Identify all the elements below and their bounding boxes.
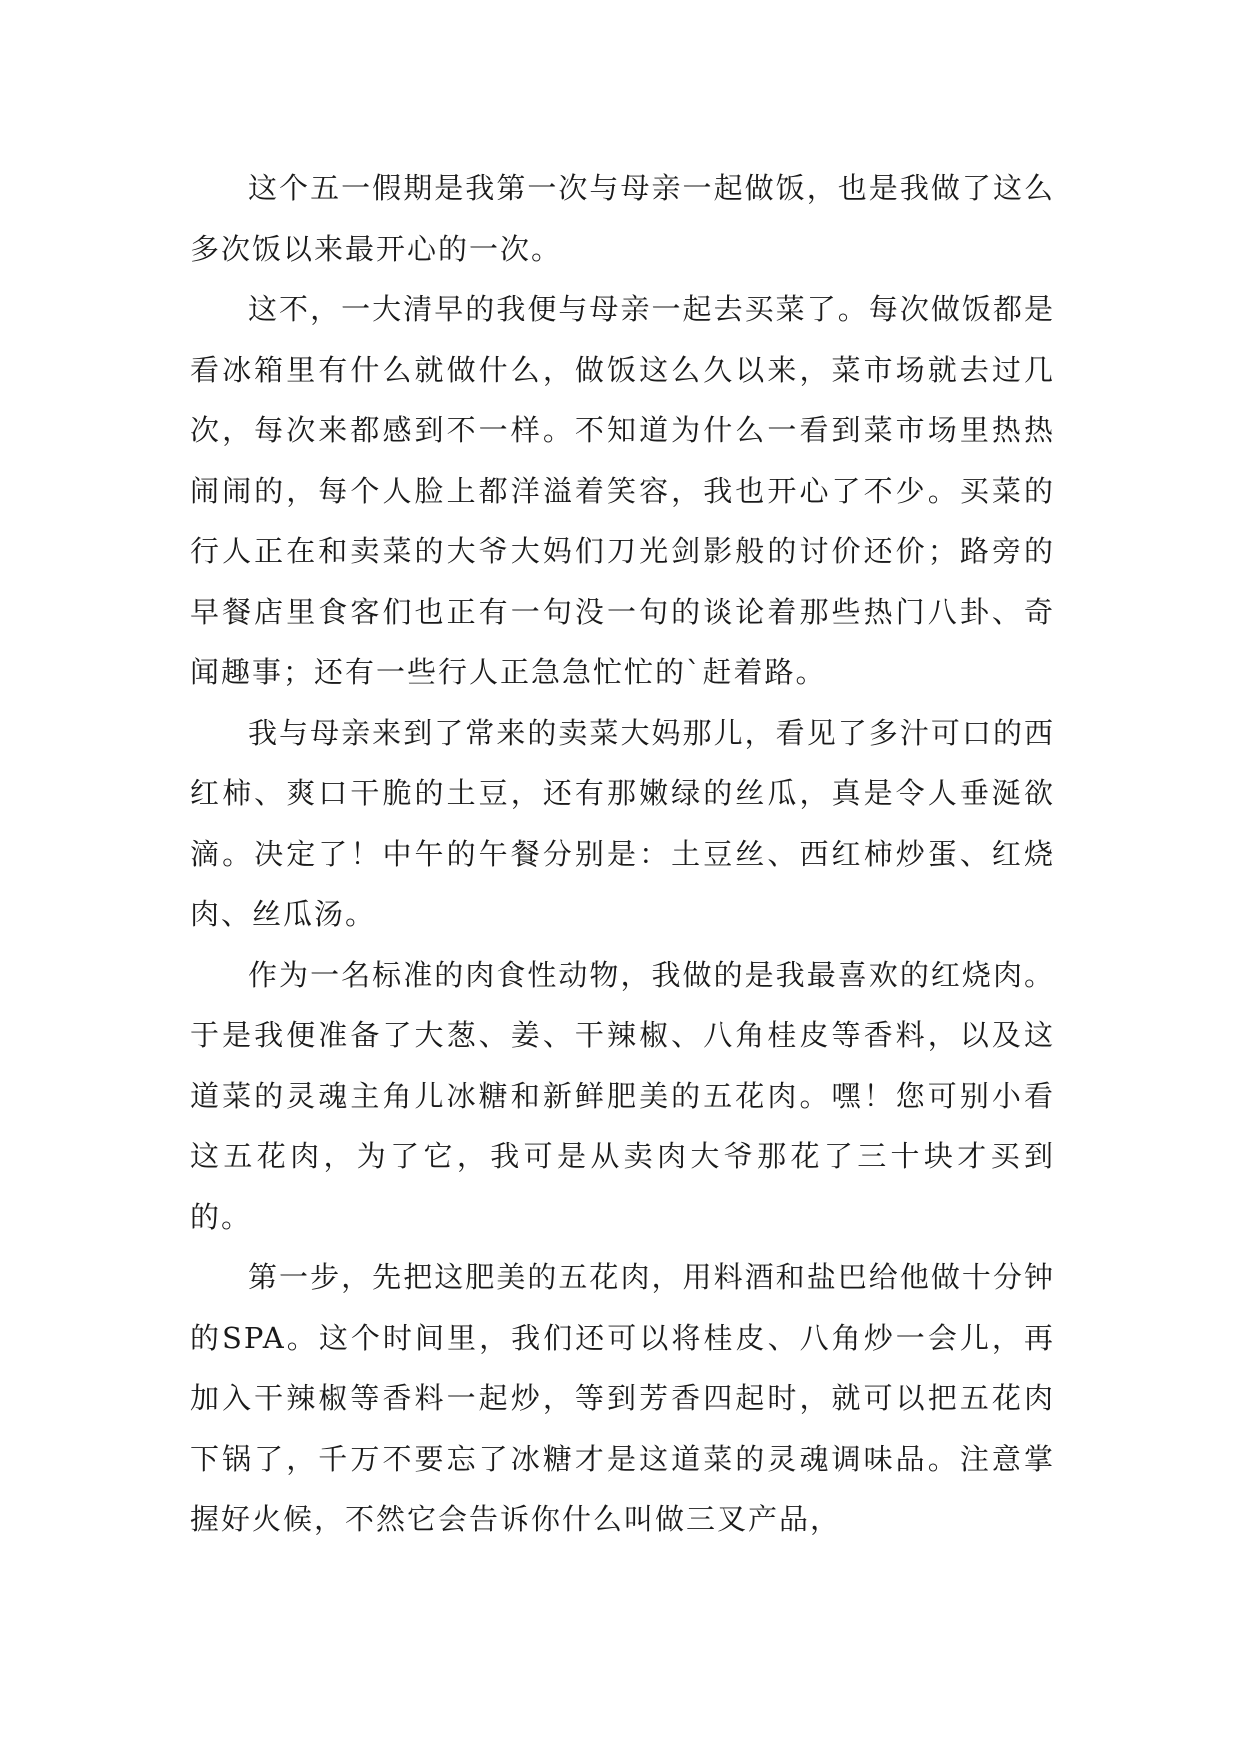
paragraph: 作为一名标准的肉食性动物，我做的是我最喜欢的红烧肉。于是我便准备了大葱、姜、干辣椒、八角桂皮等香料，以及这道菜的灵魂主角儿冰糖和新鲜肥美的五花肉。嘿！您可别小看这五花肉，为了它，我可是从卖肉大爷那花了三十块才买到的。 [190, 957, 1055, 1234]
document-body [190, 158, 1055, 1550]
paragraph: 第一步，先把这肥美的五花肉，用料酒和盐巴给他做十分钟的SPA。这个时间里，我们还可以将桂皮、八角炒一会儿，再加入干辣椒等香料一起炒，等到芳香四起时，就可以把五花肉下锅了，千万不要忘了冰糖才是这道菜的灵魂调味品。注意掌握好火候，不然它会告诉你什么叫做三叉产品， [190, 1260, 1055, 1536]
paragraph: 这个五一假期是我第一次与母亲一起做饭，也是我做了这么多次饭以来最开心的一次。 [190, 171, 1055, 266]
paragraph: 这不，一大清早的我便与母亲一起去买菜了。每次做饭都是看冰箱里有什么就做什么，做饭这么久以来，菜市场就去过几次，每次来都感到不一样。不知道为什么一看到菜市场里热热闹闹的，每个人脸上都洋溢着笑容，我也开心了不少。买菜的行人正在和卖菜的大爷大妈们刀光剑影般的讨价还价；路旁的早餐店里食客们也正有一句没一句的谈论着那些热门八卦、奇闻趣事；还有一些行人正急急忙忙的`赶着路。 [190, 292, 1055, 689]
paragraph: 我与母亲来到了常来的卖菜大妈那儿，看见了多汁可口的西红柿、爽口干脆的土豆，还有那嫩绿的丝瓜，真是令人垂涎欲滴。决定了！中午的午餐分别是：土豆丝、西红柿炒蛋、红烧肉、丝瓜汤。 [190, 715, 1055, 931]
